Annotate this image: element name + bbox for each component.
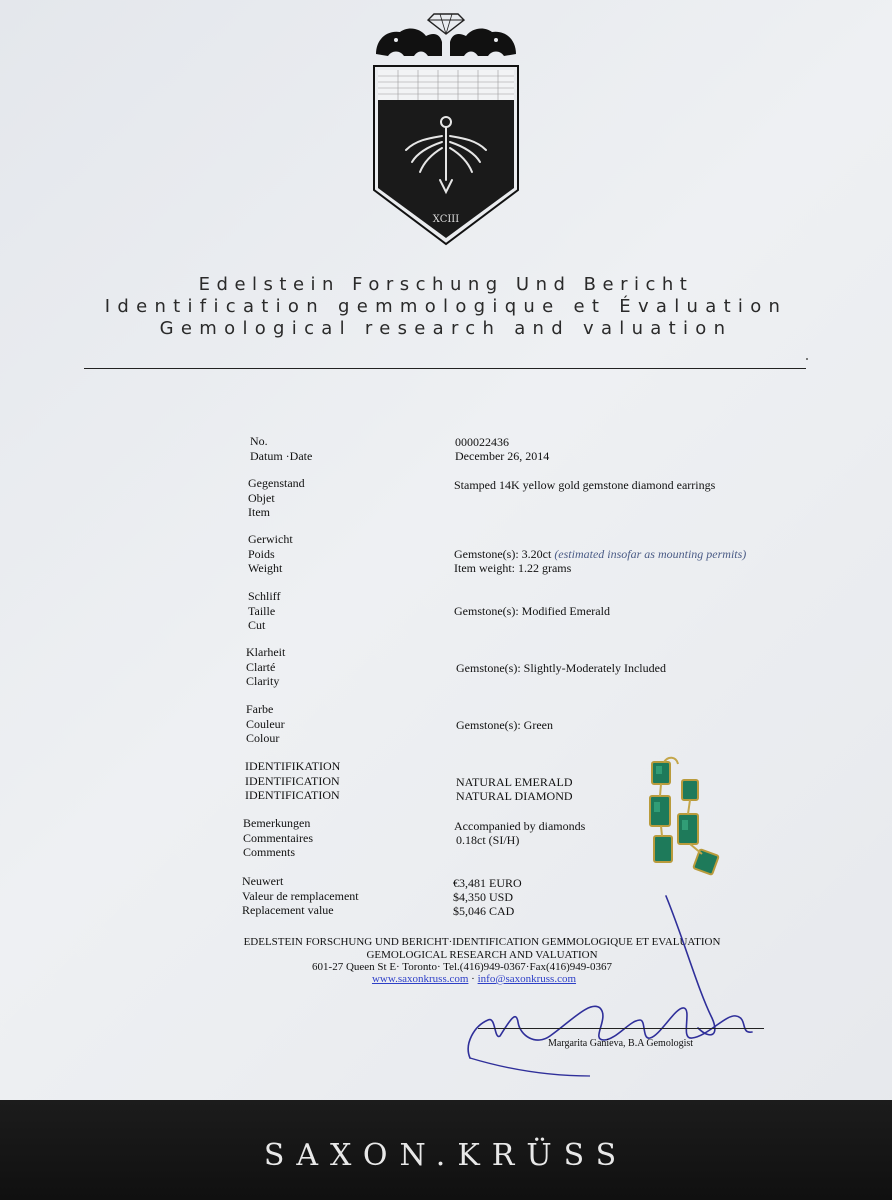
weight-note: (estimated insofar as mounting permits) [554,547,747,561]
crest-monogram: XCIII [432,214,460,225]
footer-links: www.saxonkruss.com · info@saxonkruss.com [371,973,577,985]
field-label-colour: Farbe Couleur Colour [246,702,285,745]
diamond-icon [428,14,464,34]
field-value-item: Stamped 14K yellow gold gemstone diamond earrings [454,478,716,492]
field-label-replacement-value: Neuwert Valeur de remplacement Replacement value [242,874,359,917]
brand-wordmark: SAXON.KRÜSS [263,1138,629,1173]
heading-english: Gemological research and valuation [159,318,733,339]
email-link[interactable]: info@saxonkruss.com [477,973,577,985]
heading-german: Edelstein Forschung Und Bericht [198,274,694,295]
field-label-comments: Bemerkungen Commentaires Comments [243,816,313,859]
website-link[interactable]: www.saxonkruss.com [371,973,469,985]
field-label-number-date: No. Datum ·Date [250,434,313,463]
field-value-clarity: Gemstone(s): Slightly-Moderately Included [456,661,666,675]
heading-french: Identification gemmologique et Évaluation [104,296,788,317]
field-value-cut: Gemstone(s): Modified Emerald [454,604,610,618]
footer-org-line-2: GEMOLOGICAL RESEARCH AND VALUATION [366,949,598,961]
certificate-date: December 26, 2014 [455,449,550,463]
signature-line [478,1028,764,1029]
crest-logo [368,4,524,246]
field-label-clarity: Klarheit Clarté Clarity [246,645,286,688]
field-value-replacement-value: €3,481 EURO $4,350 USD $5,046 CAD [453,876,522,918]
field-label-weight: Gerwicht Poids Weight [248,532,293,575]
certificate-number: 000022436 [455,435,509,449]
footer-org-line-1: EDELSTEIN FORSCHUNG UND BERICHT·IDENTIFICATION GEMMOLOGIQUE ET EVALUATION [243,936,721,948]
footer-address: 601-27 Queen St E· Toronto· Tel.(416)949-0367·Fax(416)949-0367 [312,961,612,973]
field-value-comments: Accompanied by diamonds 0.18ct (SI/H) [454,819,586,847]
field-value-weight: Gemstone(s): 3.20ct (estimated insofar as mounting permits) Item weight: 1.22 grams [454,547,747,575]
field-value-number-date [455,435,549,463]
signature [440,890,770,1080]
field-label-item: Gegenstand Objet Item [248,476,305,519]
heading-divider [84,368,806,369]
field-value-identification: NATURAL EMERALD NATURAL DIAMOND [456,775,573,803]
earrings-photo [634,756,734,882]
field-label-identification: IDENTIFIKATION IDENTIFICATION IDENTIFICATION [245,759,341,802]
signatory-name: Margarita Ganieva, B.A Gemologist [548,1038,694,1049]
field-label-cut: Schliff Taille Cut [248,589,281,632]
paper-speck [806,358,808,360]
field-value-colour: Gemstone(s): Green [456,718,553,732]
